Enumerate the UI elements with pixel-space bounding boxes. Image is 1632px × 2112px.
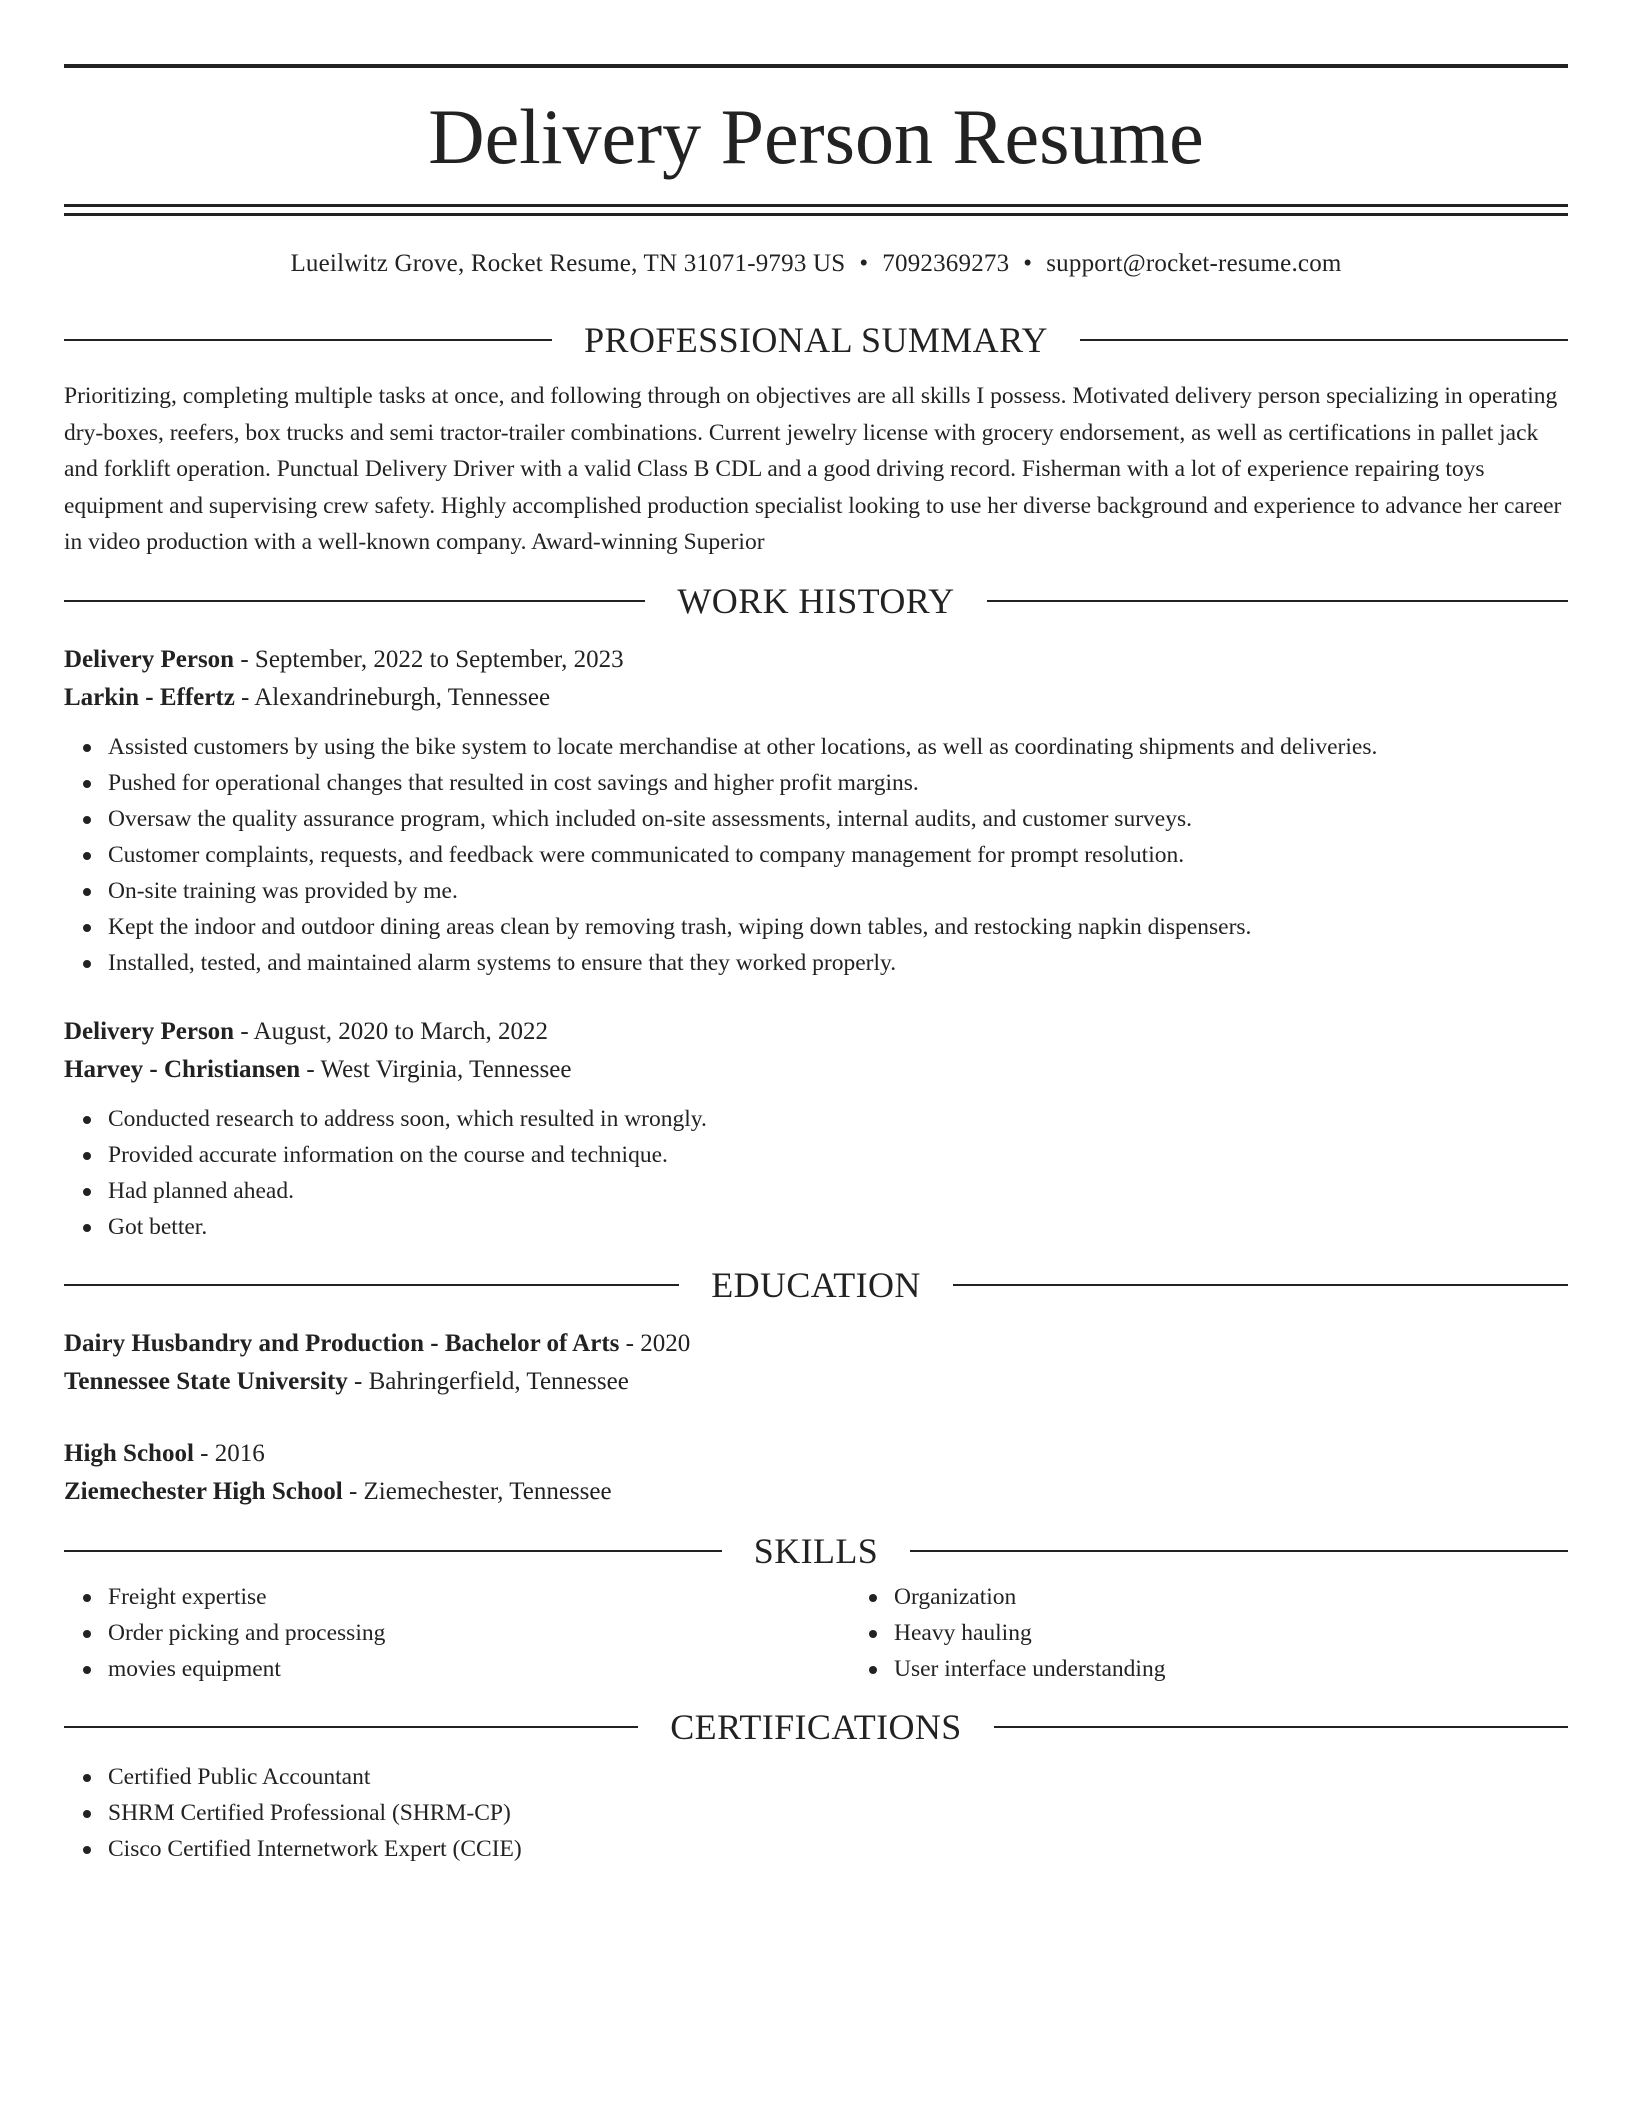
- education-year: - 2016: [193, 1439, 265, 1467]
- education-degree: Dairy Husbandry and Production - Bachelor of Arts: [64, 1329, 620, 1357]
- skill-item: User interface understanding: [894, 1651, 1632, 1687]
- job-dates: - September, 2022 to September, 2023: [234, 645, 624, 673]
- education-location: - Ziemechester, Tennessee: [342, 1477, 612, 1505]
- heading-rule: [910, 1550, 1568, 1552]
- job-entry: [64, 1013, 1568, 1245]
- summary-text: Prioritizing, completing multiple tasks at once, and following through on objectives are all skills I possess. Motivated delivery person specializing in operating dry-boxes, reefers, box trucks and semi tractor-trailer combinations. Current jewelry license with grocery endorsement, as well as certifications in pallet jack and forklift operation. Punctual Delivery Driver with a valid Class B CDL and a good driving record. Fisherman with a lot of experience repairing toys equipment and supervising crew safety. Highly accomplished production specialist looking to use her diverse background and experience to advance her career in video production with a well-known company. Award-winning Superior: [64, 383, 1562, 556]
- education-school-line: [64, 1363, 1568, 1401]
- job-bullet: Oversaw the quality assurance program, which included on-site assessments, internal audits, and customer surveys.: [108, 801, 1568, 837]
- education-location: - Bahringerfield, Tennessee: [347, 1367, 629, 1395]
- education-degree: High School: [64, 1439, 194, 1467]
- contact-phone: 7092369273: [882, 250, 1010, 277]
- job-company: Larkin - Effertz: [64, 683, 235, 711]
- job-bullets: [64, 729, 1568, 981]
- heading-rule: [64, 1550, 722, 1552]
- job-entry: [64, 641, 1568, 981]
- section-title: SKILLS: [753, 1530, 879, 1571]
- section-title: EDUCATION: [711, 1264, 921, 1305]
- job-bullet: Conducted research to address soon, which resulted in wrongly.: [108, 1101, 1568, 1137]
- section-heading-summary: [64, 322, 1568, 358]
- section-title: WORK HISTORY: [677, 580, 955, 621]
- job-bullet: Kept the indoor and outdoor dining areas clean by removing trash, wiping down tables, and restocking napkin dispensers.: [108, 909, 1568, 945]
- job-title: Delivery Person: [64, 1017, 235, 1045]
- skill-item: movies equipment: [108, 1651, 850, 1687]
- job-bullet: Customer complaints, requests, and feedback were communicated to company management for prompt resolution.: [108, 837, 1568, 873]
- skill-item: Heavy hauling: [894, 1615, 1632, 1651]
- job-company-line: [64, 679, 1568, 717]
- skill-item: Freight expertise: [108, 1579, 850, 1615]
- job-title-line: [64, 641, 1568, 679]
- job-bullet: Provided accurate information on the course and technique.: [108, 1137, 1568, 1173]
- education-school: Tennessee State University: [64, 1367, 348, 1395]
- section-heading-certifications: [64, 1706, 1568, 1747]
- contact-line: [64, 250, 1568, 278]
- skills-right-column: [850, 1579, 1632, 1687]
- education-degree-line: [64, 1325, 1568, 1363]
- heading-rule: [1080, 339, 1568, 341]
- certification-item: SHRM Certified Professional (SHRM-CP): [108, 1795, 1568, 1831]
- skill-item: Organization: [894, 1579, 1632, 1615]
- title-double-rule: [64, 204, 1568, 216]
- job-location: - West Virginia, Tennessee: [300, 1055, 572, 1083]
- education-entry: [64, 1325, 1568, 1401]
- job-location: - Alexandrineburgh, Tennessee: [234, 683, 551, 711]
- heading-rule: [953, 1284, 1568, 1286]
- education-degree-line: [64, 1435, 1568, 1473]
- top-rule: [64, 64, 1568, 68]
- heading-rule: [64, 1726, 638, 1728]
- job-bullet: Had planned ahead.: [108, 1173, 1568, 1209]
- contact-address: Lueilwitz Grove, Rocket Resume, TN 31071-9793 US: [290, 250, 846, 277]
- certification-item: Cisco Certified Internetwork Expert (CCIE): [108, 1831, 1568, 1867]
- heading-rule: [987, 600, 1568, 602]
- skill-item: Order picking and processing: [108, 1615, 850, 1651]
- section-heading-education: [64, 1264, 1568, 1305]
- job-bullet: Assisted customers by using the bike system to locate merchandise at other locations, as well as coordinating shipments and deliveries.: [108, 729, 1568, 765]
- skills-columns: [64, 1579, 1568, 1687]
- education-school-line: [64, 1473, 1568, 1511]
- job-bullets: [64, 1101, 1568, 1245]
- job-bullet: Pushed for operational changes that resulted in cost savings and higher profit margins.: [108, 765, 1568, 801]
- certification-item: Certified Public Accountant: [108, 1759, 1568, 1795]
- resume-title: Delivery Person Resume: [428, 93, 1204, 180]
- job-title: Delivery Person: [64, 645, 235, 673]
- section-title: PROFESSIONAL SUMMARY: [584, 320, 1048, 360]
- job-company-line: [64, 1051, 1568, 1089]
- job-bullet: Installed, tested, and maintained alarm systems to ensure that they worked properly.: [108, 945, 1568, 981]
- contact-separator: •: [859, 250, 869, 277]
- job-company: Harvey - Christiansen: [64, 1055, 301, 1083]
- education-entry: [64, 1435, 1568, 1511]
- contact-email: support@rocket-resume.com: [1046, 250, 1342, 277]
- section-heading-skills: [64, 1530, 1568, 1571]
- heading-rule: [64, 600, 645, 602]
- heading-rule: [994, 1726, 1568, 1728]
- job-bullet: Got better.: [108, 1209, 1568, 1245]
- job-title-line: [64, 1013, 1568, 1051]
- heading-rule: [64, 339, 552, 341]
- section-title: CERTIFICATIONS: [670, 1706, 962, 1747]
- heading-rule: [64, 1284, 679, 1286]
- certifications-list: [64, 1759, 1568, 1867]
- education-year: - 2020: [619, 1329, 691, 1357]
- section-heading-work-history: [64, 580, 1568, 621]
- job-dates: - August, 2020 to March, 2022: [234, 1017, 548, 1045]
- contact-separator: •: [1023, 250, 1033, 277]
- education-school: Ziemechester High School: [64, 1477, 343, 1505]
- skills-left-column: [64, 1579, 850, 1687]
- job-bullet: On-site training was provided by me.: [108, 873, 1568, 909]
